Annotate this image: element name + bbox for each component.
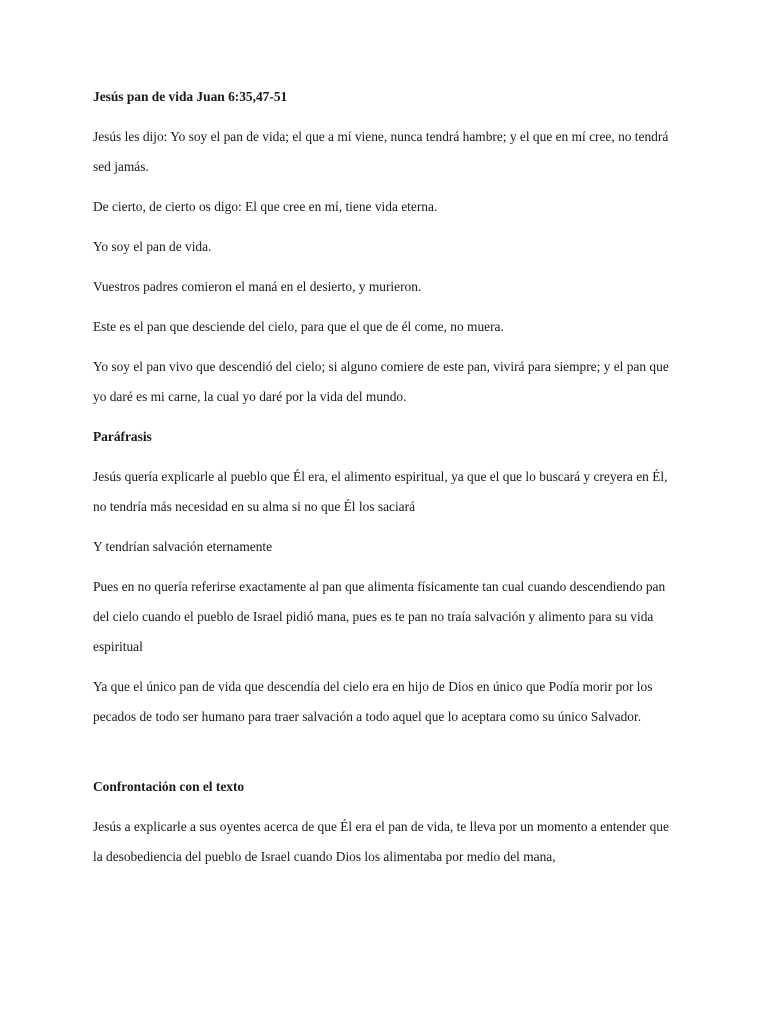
- confrontacion-paragraph-1: Jesús a explicarle a sus oyentes acerca de que Él era el pan de vida, te lleva por un momento a entender que la desobediencia del pueblo de Israel cuando Dios los alimentaba por medio del mana,: [93, 819, 669, 864]
- verse-paragraph-3: Yo soy el pan de vida.: [93, 239, 212, 254]
- section-title-confrontacion: Confrontación con el texto: [93, 779, 245, 794]
- section-title-jesus-pan-de-vida: Jesús pan de vida Juan 6:35,47-51: [93, 89, 288, 104]
- parafrasis-paragraph-4: Ya que el único pan de vida que descendía del cielo era en hijo de Dios en único que Podía morir por los pecados de todo ser humano para traer salvación a todo aquel que lo aceptara como su único Salvador.: [93, 679, 653, 724]
- parafrasis-paragraph-1: Jesús quería explicarle al pueblo que Él era, el alimento espiritual, ya que el que lo buscará y creyera en Él, no tendría más necesidad en su alma si no que Él los saciará: [93, 469, 668, 514]
- parafrasis-paragraph-2: Y tendrían salvación eternamente: [93, 539, 273, 554]
- parafrasis-paragraph-3: Pues en no quería referirse exactamente al pan que alimenta físicamente tan cual cuando descendiendo pan del cielo cuando el pueblo de Israel pidió mana, pues es te pan no traía salvación y alimento para su vida espiritual: [93, 579, 666, 654]
- document-page: [93, 82, 673, 872]
- verse-paragraph-4: Vuestros padres comieron el maná en el desierto, y murieron.: [93, 279, 422, 294]
- verse-paragraph-1: Jesús les dijo: Yo soy el pan de vida; el que a mí viene, nunca tendrá hambre; y el que en mí cree, no tendrá sed jamás.: [93, 129, 669, 174]
- verse-paragraph-2: De cierto, de cierto os digo: El que cree en mí, tiene vida eterna.: [93, 199, 438, 214]
- section-title-parafrasis: Paráfrasis: [93, 429, 152, 444]
- verse-paragraph-6: Yo soy el pan vivo que descendió del cielo; si alguno comiere de este pan, vivirá para siempre; y el pan que yo daré es mi carne, la cual yo daré por la vida del mundo.: [93, 359, 669, 404]
- verse-paragraph-5: Este es el pan que desciende del cielo, para que el que de él come, no muera.: [93, 319, 504, 334]
